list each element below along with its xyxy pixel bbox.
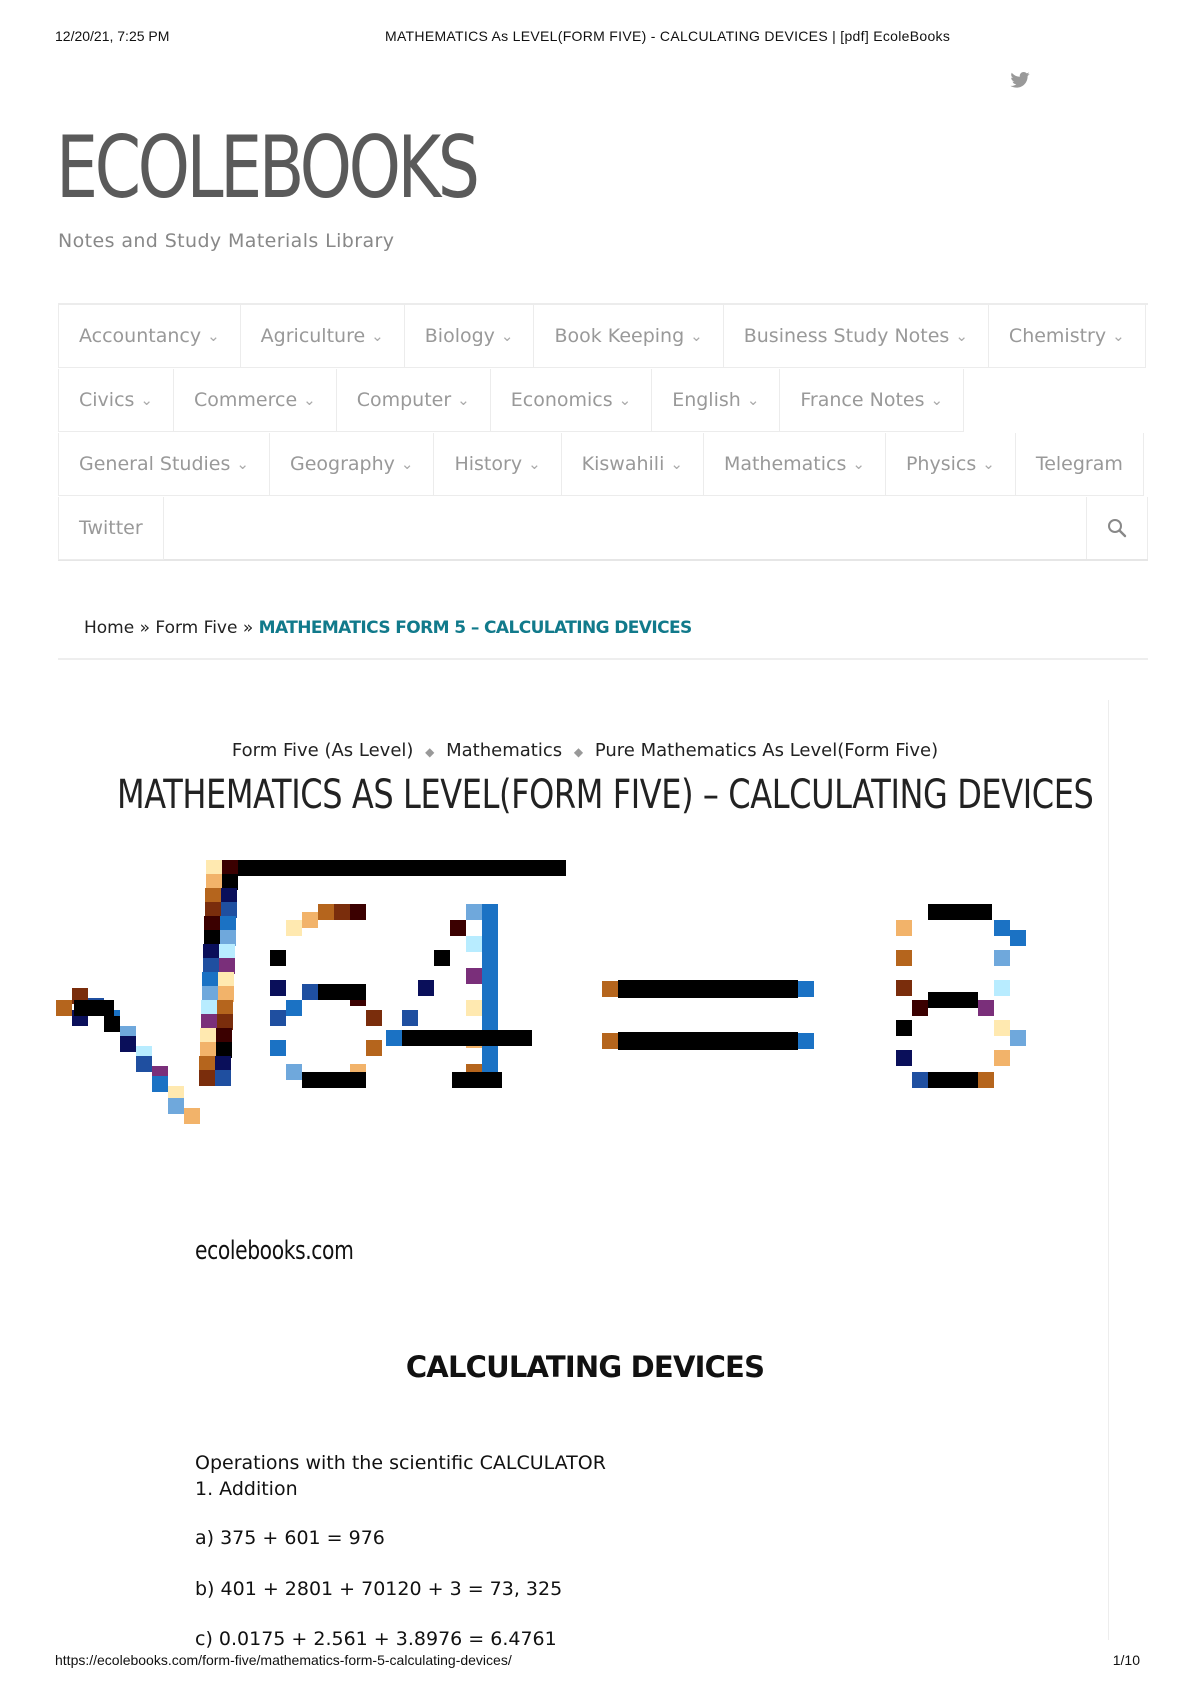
nav-item-geography[interactable] [270,433,434,496]
nav-item-label: History [454,453,523,475]
nav-item-label: Accountancy [79,325,202,347]
category-separator: ◆ [425,745,435,759]
category-link[interactable]: Mathematics [446,740,563,761]
nav-item-label: France Notes [800,389,925,411]
nav-item-label: Economics [510,389,613,411]
nav-item-computer[interactable] [337,369,491,432]
breadcrumb-current: MATHEMATICS FORM 5 – CALCULATING DEVICES [258,618,692,638]
breadcrumb-home[interactable]: Home [84,618,135,638]
equation-image [56,850,1108,1160]
article-title: MATHEMATICS AS LEVEL(FORM FIVE) – CALCULATING DEVICES [117,772,1094,818]
nav-row [58,497,164,561]
breadcrumb-form-five[interactable]: Form Five [155,618,238,638]
nav-item-label: Physics [905,453,977,475]
nav-item-biology[interactable] [405,305,535,368]
breadcrumb [84,618,692,638]
section-heading: CALCULATING DEVICES [405,1350,765,1384]
body-line: a) 375 + 601 = 976 [195,1527,385,1549]
chevron-down-icon: ⌄ [371,327,384,345]
chevron-down-icon: ⌄ [982,455,995,473]
category-separator: ◆ [573,745,584,759]
chevron-down-icon: ⌄ [746,391,760,409]
print-date: 12/20/21, 7:25 PM [55,28,170,44]
nav-item-label: Computer [356,389,452,411]
nav-item-telegram[interactable] [1016,433,1144,496]
chevron-down-icon: ⌄ [618,391,632,409]
category-link[interactable]: Pure Mathematics As Level(Form Five) [594,740,939,761]
chevron-down-icon: ⌄ [207,327,220,345]
nav-row [58,433,1144,497]
print-footer [55,1652,1140,1672]
nav-item-chemistry[interactable] [989,305,1146,368]
nav-item-label: Civics [79,389,135,411]
nav-item-twitter[interactable] [58,497,164,560]
nav-item-label: Business Study Notes [743,325,950,347]
body-line: c) 0.0175 + 2.561 + 3.8976 = 6.4761 [195,1628,557,1650]
chevron-down-icon: ⌄ [236,455,249,473]
site-tagline: Notes and Study Materials Library [58,230,395,252]
site-logo[interactable]: ECOLEBOOKS [56,118,477,218]
nav-item-label: Twitter [79,517,143,539]
chevron-down-icon: ⌄ [852,455,865,473]
nav-item-general-studies[interactable] [58,433,270,496]
nav-item-book-keeping[interactable] [534,305,723,368]
chevron-down-icon: ⌄ [1112,327,1125,345]
nav-item-english[interactable] [652,369,780,432]
nav-item-label: Commerce [194,389,298,411]
print-doc-title: MATHEMATICS As LEVEL(FORM FIVE) - CALCULATING DEVICES | [pdf] EcoleBooks [385,28,951,44]
chevron-down-icon: ⌄ [955,327,968,345]
breadcrumb-separator: » [139,618,151,638]
nav-row [58,305,1146,369]
nav-item-label: Biology [424,325,495,347]
breadcrumb-divider [58,658,1148,660]
nav-item-label: Kiswahili [581,453,665,475]
chevron-down-icon: ⌄ [303,391,316,409]
nav-item-label: Telegram [1035,453,1123,475]
nav-item-label: Geography [289,453,395,475]
nav-item-physics[interactable] [886,433,1016,496]
chevron-down-icon: ⌄ [400,455,414,473]
body-line: 1. Addition [195,1478,298,1500]
chevron-down-icon: ⌄ [528,455,541,473]
chevron-down-icon: ⌄ [140,391,153,409]
category-link[interactable]: Form Five (As Level) [231,740,414,761]
nav-item-label: English [672,389,741,411]
nav-item-label: General Studies [79,453,231,475]
main-nav [58,303,1148,565]
chevron-down-icon: ⌄ [457,391,470,409]
nav-item-label: Mathematics [723,453,847,475]
chevron-down-icon: ⌄ [930,391,944,409]
print-header [55,28,1140,48]
nav-item-history[interactable] [434,433,561,496]
body-line: b) 401 + 2801 + 70120 + 3 = 73, 325 [195,1578,563,1600]
article-border [1108,700,1109,1640]
article-categories [0,740,1170,761]
nav-item-france-notes[interactable] [780,369,964,432]
body-line: Operations with the scientific CALCULATOR [195,1452,606,1474]
breadcrumb-separator: » [242,618,254,638]
watermark-text: ecolebooks.com [195,1236,354,1266]
nav-row [58,369,964,433]
nav-item-kiswahili[interactable] [562,433,704,496]
chevron-down-icon: ⌄ [690,327,703,345]
nav-item-label: Chemistry [1008,325,1107,347]
print-url: https://ecolebooks.com/form-five/mathematics-form-5-calculating-devices/ [55,1652,512,1668]
nav-item-civics[interactable] [58,369,174,432]
search-icon [1107,518,1127,538]
nav-item-mathematics[interactable] [704,433,886,496]
hero-image [56,850,1108,1160]
nav-item-business-study-notes[interactable] [724,305,989,368]
print-page-number: 1/10 [1112,1652,1140,1668]
nav-item-accountancy[interactable] [58,305,241,368]
chevron-down-icon: ⌄ [670,455,683,473]
nav-item-agriculture[interactable] [241,305,405,368]
nav-item-commerce[interactable] [174,369,337,432]
nav-item-label: Book Keeping [554,325,685,347]
nav-item-economics[interactable] [491,369,652,432]
twitter-icon[interactable] [1010,72,1032,90]
nav-row-4-background [58,497,1148,561]
search-button[interactable] [1086,497,1148,559]
chevron-down-icon: ⌄ [500,327,514,345]
nav-item-label: Agriculture [260,325,366,347]
